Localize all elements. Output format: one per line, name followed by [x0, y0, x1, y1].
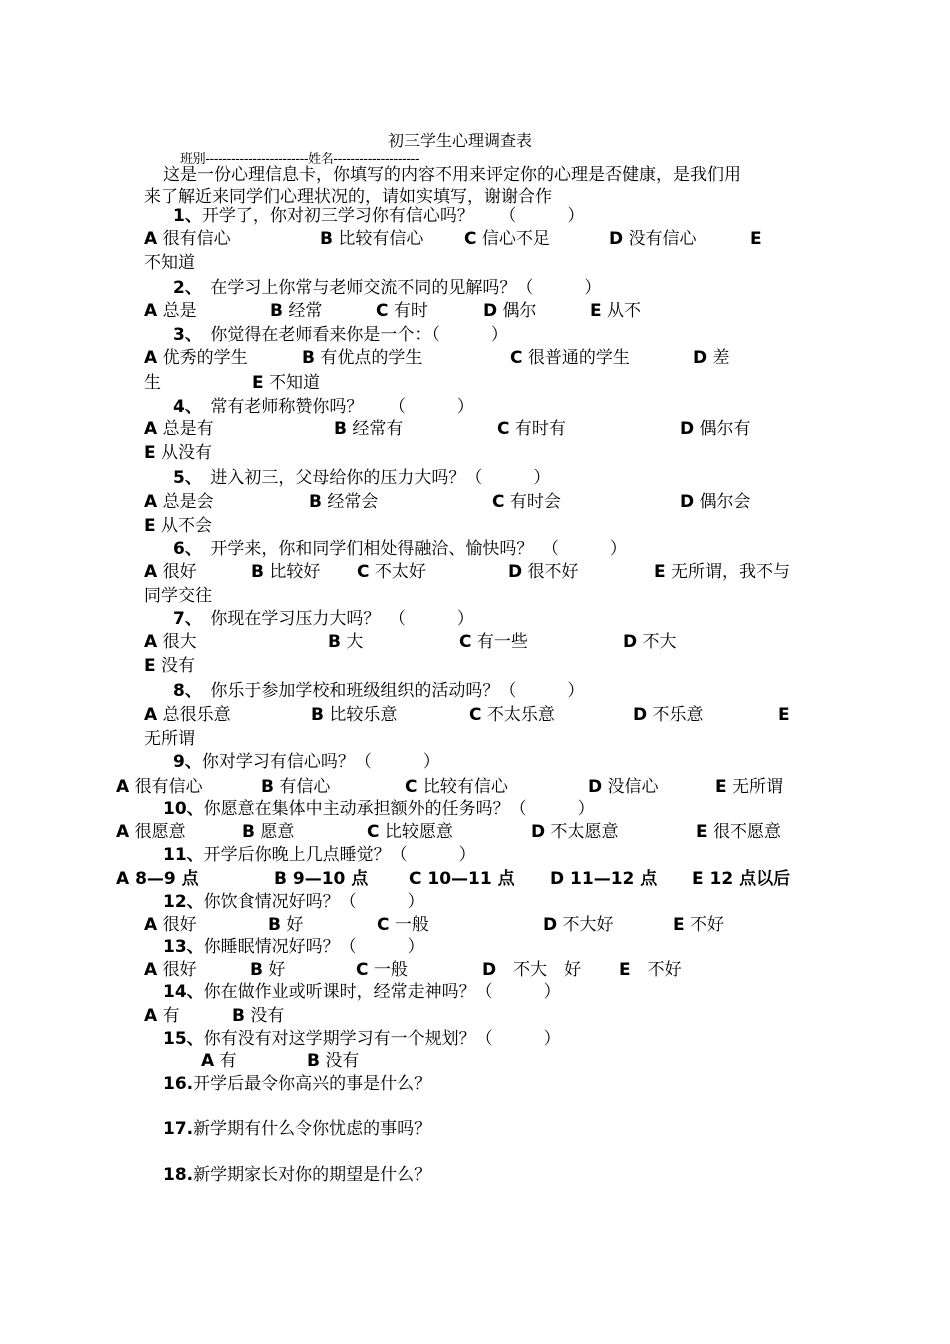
question-9-options — [116, 776, 783, 798]
option-d: D 没有信心 — [609, 229, 697, 249]
question-14-options — [144, 1005, 284, 1027]
question-2: 2、 在学习上你常与老师交流不同的见解吗？（ ） — [173, 278, 602, 298]
option-d: D 差 — [693, 348, 730, 368]
option-c: C 一般 — [377, 915, 429, 935]
option-e: E 无所谓 — [715, 777, 784, 797]
option-a: A 有 — [144, 1006, 180, 1026]
option-e: E 从不 — [590, 301, 642, 321]
option-e: E 无所谓，我不与 — [654, 562, 791, 582]
question-1: 1、开学了，你对初三学习你有信心吗？ （ ） — [173, 206, 585, 226]
option-b: B 比较乐意 — [311, 705, 398, 725]
option-a: A 8—9 点 — [116, 869, 199, 889]
question-12: 12、你饮食情况好吗？（ ） — [163, 892, 425, 912]
question-5: 5、 进入初三，父母给你的压力大吗？（ ） — [173, 468, 551, 488]
question-5-options — [144, 491, 751, 513]
option-b: B 经常 — [270, 301, 323, 321]
question-3: 3、 你觉得在老师看来你是一个：（ ） — [173, 325, 508, 345]
option-c: C 有时 — [376, 301, 428, 321]
option-a: A 很有信心 — [116, 777, 203, 797]
option-b: B 大 — [328, 632, 364, 652]
question-18: 18.新学期家长对你的期望是什么？ — [163, 1165, 432, 1185]
option-a: A 优秀的学生 — [144, 348, 248, 368]
option-c: C 不太乐意 — [469, 705, 555, 725]
question-15: 15、你有没有对这学期学习有一个规划？（ ） — [163, 1029, 561, 1049]
option-c: C 很普通的学生 — [510, 348, 630, 368]
option-e: E 很不愿意 — [696, 822, 782, 842]
option-e: E 不知道 — [252, 373, 321, 393]
question-16: 16.开学后最令你高兴的事是什么？ — [163, 1074, 432, 1094]
question-4-options — [144, 418, 751, 440]
option-d: D 不乐意 — [633, 705, 704, 725]
option-d-cont: 生 — [144, 373, 161, 393]
question-8: 8、 你乐于参加学校和班级组织的活动吗？（ ） — [173, 681, 585, 701]
option-a: A 很好 — [144, 562, 197, 582]
question-14: 14、你在做作业或听课时，经常走神吗？（ ） — [163, 982, 561, 1002]
question-17: 17.新学期有什么令你忧虑的事吗？ — [163, 1119, 432, 1139]
option-d: D 不太愿意 — [531, 822, 619, 842]
option-c: C 有时会 — [492, 492, 561, 512]
question-3-options — [144, 347, 730, 369]
option-e: E 不好 — [619, 960, 682, 980]
option-c: C 有一些 — [459, 632, 528, 652]
option-a: A 有 — [201, 1051, 237, 1071]
option-b: B 没有 — [232, 1006, 285, 1026]
class-name-fill-line: 班别------------------------姓名-------------------- — [180, 152, 420, 167]
option-c: C 有时有 — [497, 419, 566, 439]
question-11: 11、开学后你晚上几点睡觉？（ ） — [163, 845, 476, 865]
option-b: B 9—10 点 — [274, 869, 369, 889]
option-e: E 12 点以后 — [692, 869, 791, 889]
question-4-options-cont: E 从没有 — [144, 443, 213, 463]
question-10: 10、你愿意在集体中主动承担额外的任务吗？（ ） — [163, 799, 595, 819]
option-d: D 不大 好 — [482, 960, 582, 980]
question-13-options — [144, 959, 682, 981]
option-d: D 不大 — [623, 632, 677, 652]
option-d: D 11—12 点 — [550, 869, 658, 889]
option-d: D 没信心 — [588, 777, 659, 797]
option-b: B 比较有信心 — [320, 229, 424, 249]
question-6: 6、 开学来，你和同学们相处得融洽、愉快吗？ （ ） — [173, 539, 627, 559]
intro-line-2: 来了解近来同学们心理状况的，请如实填写，谢谢合作 — [144, 187, 552, 207]
question-11-options — [116, 868, 790, 890]
option-b: B 有信心 — [261, 777, 331, 797]
question-10-options — [116, 821, 781, 843]
option-e: E — [750, 229, 762, 249]
question-8-options — [144, 704, 790, 726]
option-b: B 经常会 — [309, 492, 379, 512]
intro-line-1: 这是一份心理信息卡，你填写的内容不用来评定你的心理是否健康，是我们用 — [163, 165, 741, 185]
option-a: A 总是 — [144, 301, 197, 321]
option-c: C 比较有信心 — [405, 777, 508, 797]
option-a: A 总很乐意 — [144, 705, 231, 725]
option-d: D 偶尔有 — [680, 419, 751, 439]
question-6-options-cont: 同学交往 — [144, 586, 212, 606]
question-9: 9、你对学习有信心吗？（ ） — [173, 752, 440, 772]
option-e: E — [778, 705, 790, 725]
option-d: D 偶尔会 — [680, 492, 751, 512]
option-a: A 很好 — [144, 960, 197, 980]
option-b: B 没有 — [307, 1051, 360, 1071]
option-b: B 好 — [250, 960, 286, 980]
question-1-options-cont: 不知道 — [144, 253, 195, 273]
option-b: B 比较好 — [251, 562, 321, 582]
option-b: B 好 — [268, 915, 304, 935]
option-c: C 10—11 点 — [409, 869, 515, 889]
option-a: A 很愿意 — [116, 822, 186, 842]
question-1-options — [144, 228, 762, 250]
option-e: E 不好 — [673, 915, 725, 935]
option-c: C 一般 — [356, 960, 408, 980]
question-13: 13、你睡眠情况好吗？（ ） — [163, 937, 425, 957]
option-d: D 很不好 — [508, 562, 579, 582]
option-a: A 很大 — [144, 632, 197, 652]
question-7-options — [144, 631, 677, 653]
question-3-options-cont — [144, 372, 320, 394]
question-7-options-cont: E 没有 — [144, 656, 196, 676]
option-c: C 比较愿意 — [367, 822, 453, 842]
option-b: B 愿意 — [242, 822, 295, 842]
question-12-options — [144, 914, 724, 936]
option-b: B 有优点的学生 — [302, 348, 423, 368]
option-a: A 总是有 — [144, 419, 214, 439]
question-4: 4、 常有老师称赞你吗？ （ ） — [173, 397, 474, 417]
question-6-options — [144, 561, 790, 583]
option-d: D 不大好 — [543, 915, 614, 935]
option-a: A 总是会 — [144, 492, 214, 512]
question-2-options — [144, 300, 641, 322]
page-title: 初三学生心理调查表 — [388, 131, 533, 150]
question-8-options-cont: 无所谓 — [144, 729, 195, 749]
question-5-options-cont: E 从不会 — [144, 516, 213, 536]
option-d: D 偶尔 — [483, 301, 537, 321]
question-15-options — [201, 1050, 359, 1072]
question-7: 7、 你现在学习压力大吗？ （ ） — [173, 609, 474, 629]
option-a: A 很有信心 — [144, 229, 231, 249]
option-a: A 很好 — [144, 915, 197, 935]
option-b: B 经常有 — [334, 419, 404, 439]
option-c: C 不太好 — [357, 562, 426, 582]
option-c: C 信心不足 — [464, 229, 550, 249]
